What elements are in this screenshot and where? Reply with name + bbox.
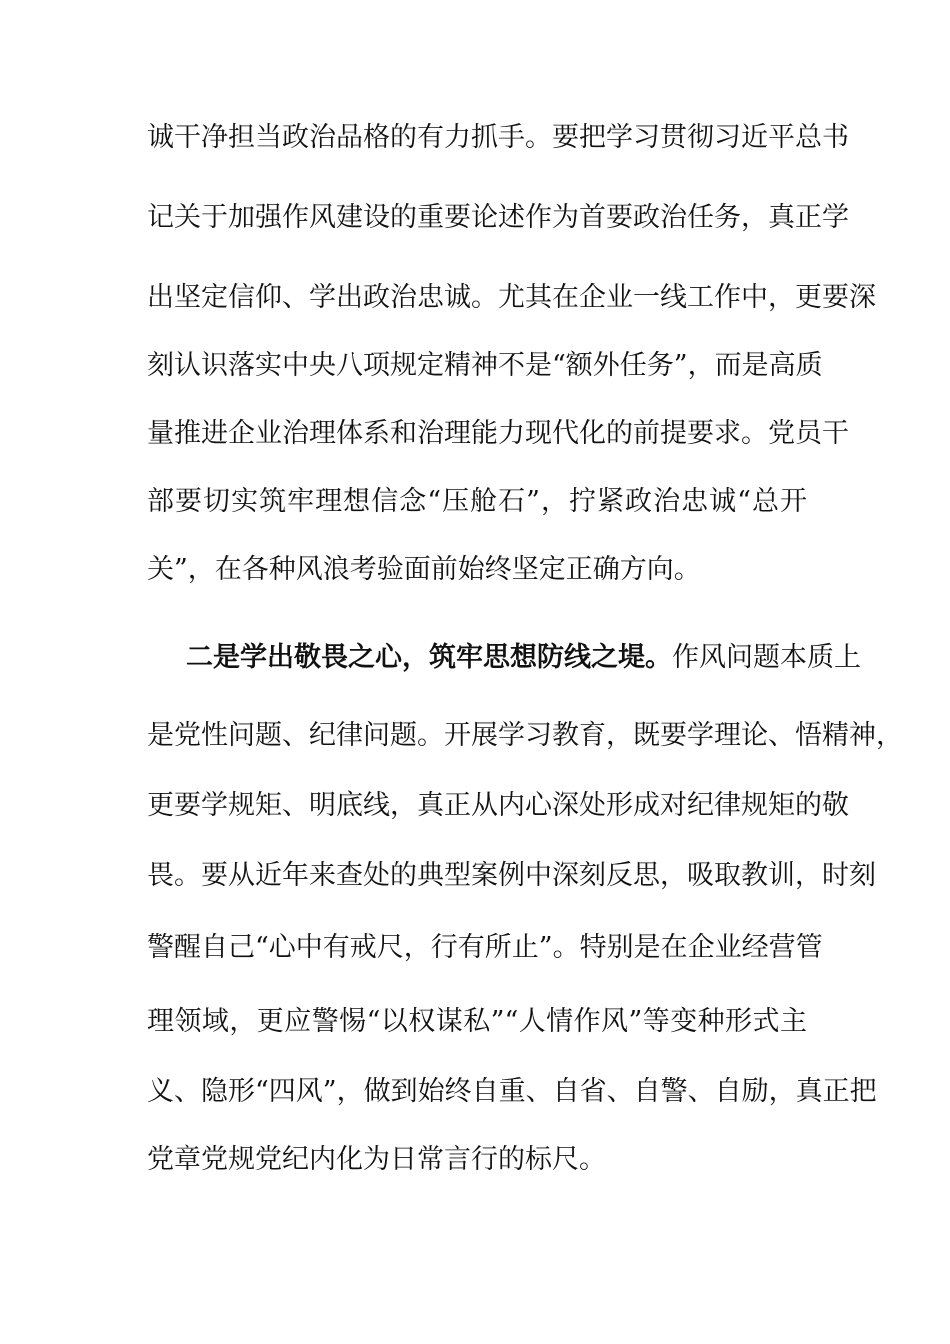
text-line: 更要学规矩、明底线，真正从内心深处形成对纪律规矩的敬 xyxy=(147,790,849,821)
paragraph-heading: 二是学出敬畏之心，筑牢思想防线之堤。 xyxy=(186,642,672,673)
text-line: 关”，在各种风浪考验面前始终坚定正确方向。 xyxy=(147,554,701,585)
text-line: 义、隐形“四风”，做到始终自重、自省、自警、自励，真正把 xyxy=(147,1076,877,1107)
text-line: 量推进企业治理体系和治理能力现代化的前提要求。党员干 xyxy=(147,418,849,449)
text-line: 警醒自己“心中有戒尺，行有所止”。特别是在企业经营管 xyxy=(147,932,823,963)
heading-continuation: 作风问题本质上 xyxy=(672,642,861,673)
paragraph-first-line xyxy=(186,638,861,678)
text-line: 诚干净担当政治品格的有力抓手。要把学习贯彻习近平总书 xyxy=(147,122,849,153)
text-line: 理领域，更应警惕“以权谋私”“人情作风”等变种形式主 xyxy=(147,1006,807,1037)
text-line: 党章党规党纪内化为日常言行的标尺。 xyxy=(147,1144,606,1175)
text-line: 是党性问题、纪律问题。开展学习教育，既要学理论、悟精神， xyxy=(147,720,903,751)
text-line: 部要切实筑牢理想信念“压舱石”，拧紧政治忠诚“总开 xyxy=(147,486,807,517)
text-line: 畏。要从近年来查处的典型案例中深刻反思，吸取教训，时刻 xyxy=(147,860,876,891)
text-line: 出坚定信仰、学出政治忠诚。尤其在企业一线工作中，更要深 xyxy=(147,282,876,313)
text-line: 记关于加强作风建设的重要论述作为首要政治任务，真正学 xyxy=(147,202,849,233)
text-line: 刻认识落实中央八项规定精神不是“额外任务”，而是高质 xyxy=(147,350,823,381)
